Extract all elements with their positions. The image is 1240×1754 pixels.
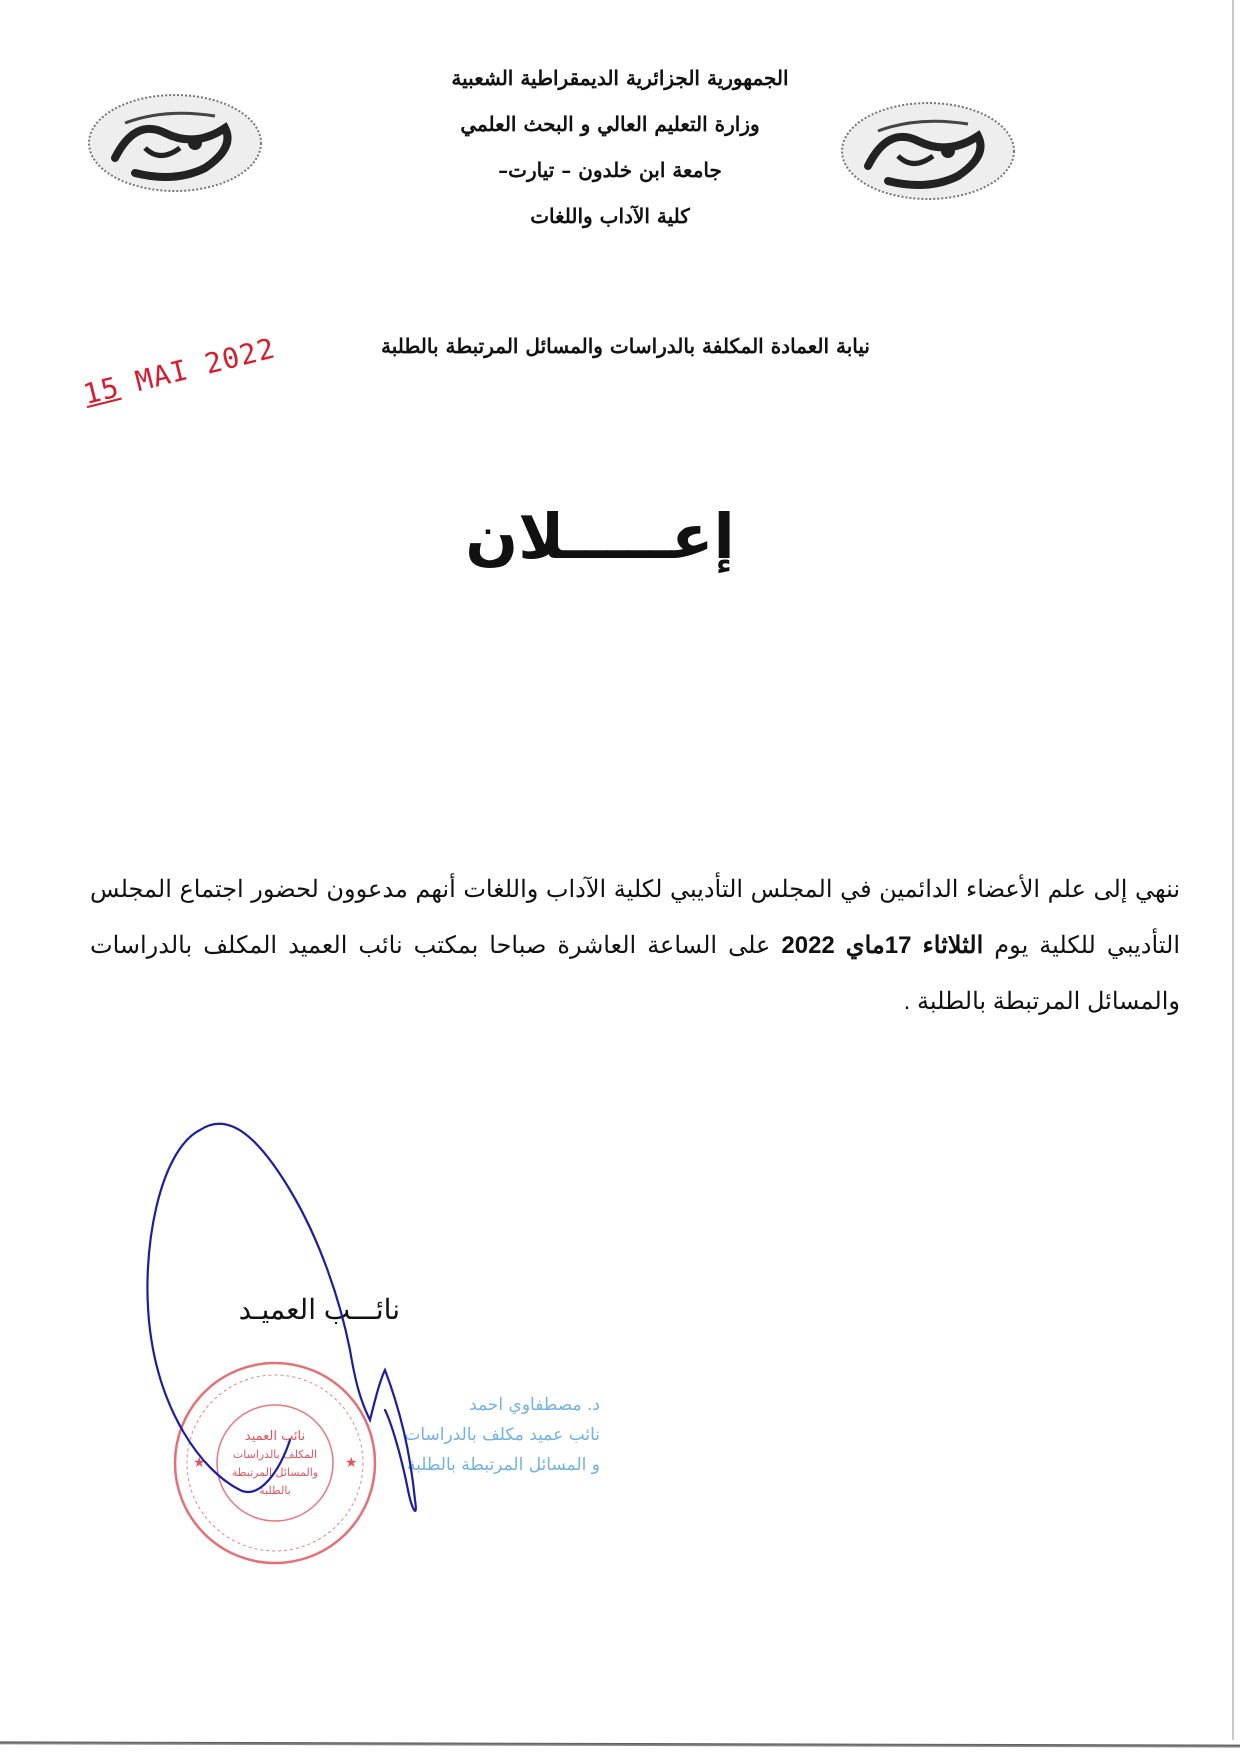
announcement-body — [90, 862, 1180, 1030]
stamp-year: 2022 — [201, 331, 279, 381]
university-logo-right — [838, 96, 1018, 206]
ministry-name: وزارة التعليم العالي و البحث العلمي — [460, 112, 760, 136]
body-part-1: ننهي إلى علم الأعضاء الدائمين في المجلس التأديبي لكلية الآداب واللغات أنهم مدعوون لحضور اجتماع المجلس التأديبي للكلية يوم — [90, 876, 1180, 959]
department-heading: نيابة العمادة المكلفة بالدراسات والمسائل المرتبطة بالطلبة — [380, 334, 870, 358]
university-logo-left — [85, 88, 265, 198]
republic-name: الجمهورية الجزائرية الديمقراطية الشعبية — [451, 66, 789, 90]
letterhead — [400, 68, 820, 252]
body-part-2: على الساعة العاشرة صباحا بمكتب نائب العميد المكلف بالدراسات والمسائل المرتبطة بالطلبة . — [90, 932, 1180, 1015]
svg-text:★: ★ — [345, 1455, 358, 1471]
stamp-month: MAI — [132, 353, 192, 399]
signer-name: د. مصطفاوي احمد — [469, 1395, 600, 1415]
signature-title: نائـــب العميـد — [238, 1294, 400, 1325]
page-bottom-edge — [0, 1741, 1240, 1747]
svg-text:نائب العميد: نائب العميد — [244, 1429, 306, 1444]
stamp-day: 15 — [80, 370, 123, 411]
svg-text:★: ★ — [193, 1455, 206, 1471]
received-date-stamp — [80, 331, 279, 411]
svg-text:والمسائل المرتبطة: والمسائل المرتبطة — [231, 1466, 319, 1479]
faculty-name: كلية الآداب واللغات — [530, 204, 690, 228]
announcement-title: إعـــــلان — [465, 500, 735, 573]
meeting-date: الثلاثاء 17ماي 2022 — [781, 932, 984, 959]
signer-role-2: و المسائل المرتبطة بالطلبة — [406, 1455, 600, 1475]
handwritten-signature — [140, 1110, 600, 1550]
svg-text:المكلف بالدراسات: المكلف بالدراسات — [232, 1448, 318, 1461]
university-name: جامعة ابن خلدون – تيارت– — [498, 158, 722, 182]
page-edge — [1232, 0, 1234, 1740]
signer-role: نائب عميد مكلف بالدراسات — [404, 1425, 600, 1445]
svg-text:بالطلبة: بالطلبة — [259, 1484, 291, 1497]
